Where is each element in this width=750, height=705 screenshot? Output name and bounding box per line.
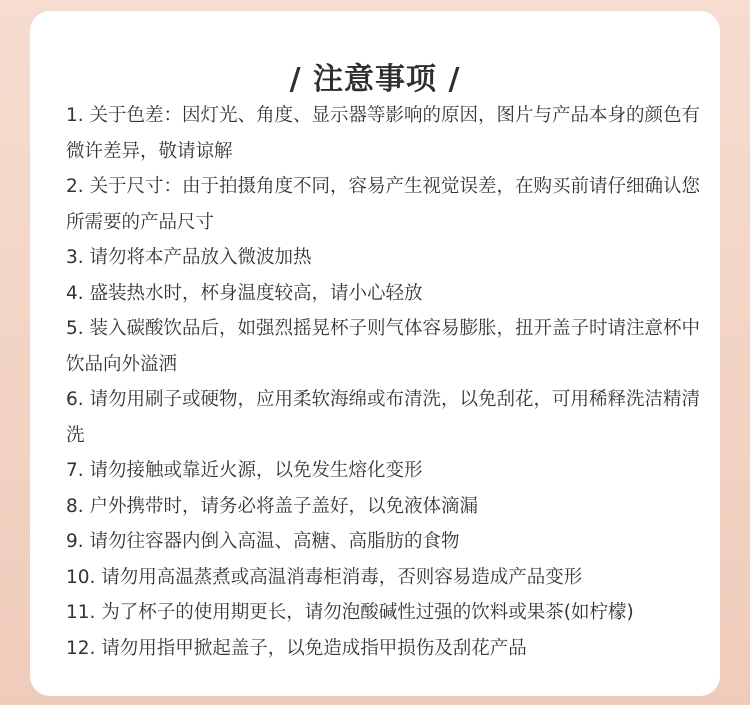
note-item: 2. 关于尺寸：由于拍摄角度不同，容易产生视觉误差，在购买前请仔细确认您所需要的产品尺寸 xyxy=(66,176,701,233)
note-item: 4. 盛装热水时，杯身温度较高，请小心轻放 xyxy=(66,282,423,304)
note-item: 5. 装入碳酸饮品后，如强烈摇晃杯子则气体容易膨胀，扭开盖子时请注意杯中饮品向外溢洒 xyxy=(66,318,701,375)
note-item: 1. 关于色差：因灯光、角度、显示器等影响的原因，图片与产品本身的颜色有微许差异，敬请谅解 xyxy=(66,105,701,162)
notice-card xyxy=(30,11,720,696)
note-item: 7. 请勿接触或靠近火源，以免发生熔化变形 xyxy=(66,460,423,481)
page-title: / 注意事项 / xyxy=(289,62,461,97)
note-item: 11. 为了杯子的使用期更长，请勿泡酸碱性过强的饮料或果茶(如柠檬) xyxy=(66,602,634,623)
note-item: 9. 请勿往容器内倒入高温、高糖、高脂肪的食物 xyxy=(66,531,460,552)
notes-list xyxy=(66,98,706,666)
note-item: 3. 请勿将本产品放入微波加热 xyxy=(66,247,312,268)
note-item: 12. 请勿用指甲掀起盖子，以免造成指甲损伤及刮花产品 xyxy=(66,637,527,659)
note-item: 10. 请勿用高温蒸煮或高温消毒柜消毒，否则容易造成产品变形 xyxy=(66,566,583,588)
note-item: 6. 请勿用刷子或硬物，应用柔软海绵或布清洗，以免刮花，可用稀释洗洁精清洗 xyxy=(66,389,701,446)
note-item: 8. 户外携带时，请务必将盖子盖好，以免液体滴漏 xyxy=(66,495,479,517)
